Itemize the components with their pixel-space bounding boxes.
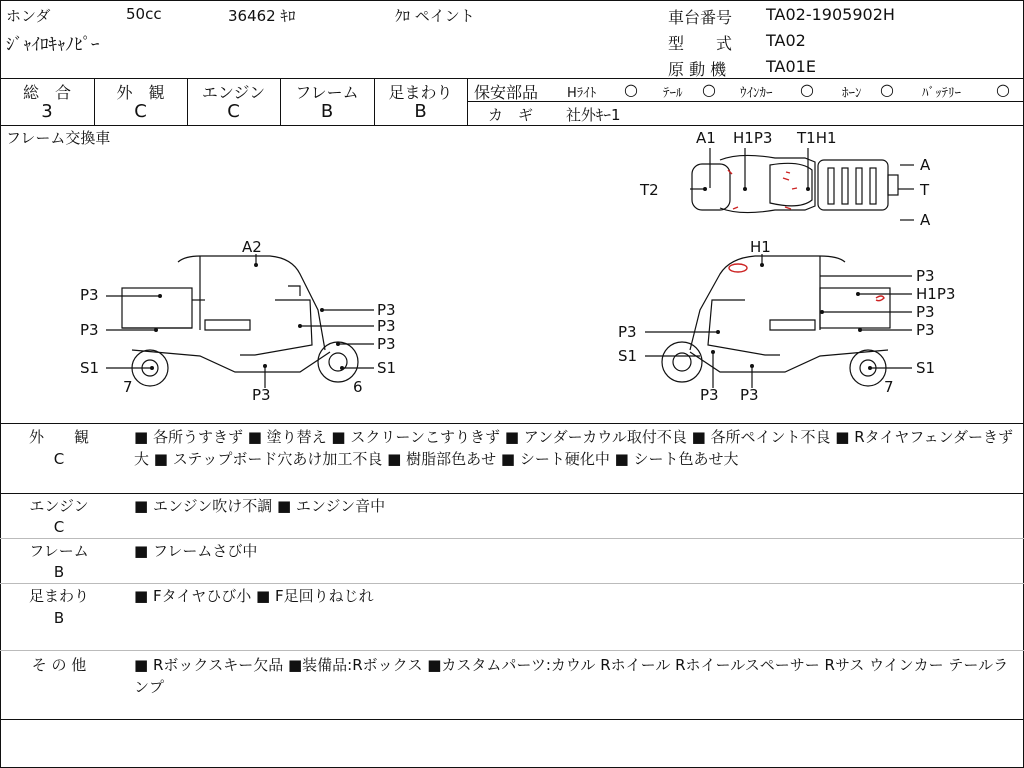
mileage: 36462 ｷﾛ [228, 7, 296, 25]
engine-value: TA01E [766, 57, 816, 76]
safety-item-horn: ﾎｰﾝ [842, 86, 862, 101]
diagram-label: P3 [916, 267, 935, 285]
key-value: 社外ｷｰ1 [566, 106, 621, 124]
divider [467, 78, 468, 125]
left-side-view [106, 254, 374, 388]
exterior-label: 外 観 [116, 83, 165, 102]
top-view [690, 148, 914, 220]
diagram-label: P3 [916, 321, 935, 339]
safety-item-tail: ﾃｰﾙ [663, 86, 683, 101]
section-text: ■ Fタイヤひび小 ■ F足回りねじれ [134, 587, 374, 605]
displacement: 50cc [126, 5, 162, 23]
section-grade: B [53, 563, 65, 581]
diagram-label: P3 [740, 386, 759, 404]
model-name: ｼﾞｬｲﾛｷｬﾉﾋﾟｰ [6, 35, 100, 55]
diagram-label: P3 [80, 321, 99, 339]
diagram-label: P3 [377, 335, 396, 353]
safety-item-battery: ﾊﾞｯﾃﾘｰ [922, 86, 961, 101]
overall-label: 総 合 [22, 83, 71, 102]
chassis-value: TA02-1905902H [766, 5, 895, 24]
divider [0, 650, 1024, 651]
divider [0, 538, 1024, 539]
safety-item-winker: ｳｲﾝｶｰ [740, 86, 773, 101]
type-label: 型 式 [668, 34, 733, 53]
diagram-label: T2 [640, 181, 659, 199]
frame-grade: B [320, 101, 334, 122]
section-text: ■ エンジン吹け不調 ■ エンジン音中 [134, 497, 386, 515]
diagram-label: A [920, 156, 931, 174]
diagram-label: S1 [377, 359, 397, 377]
damage-marks [728, 170, 884, 301]
diagram-label: T1H1 [797, 129, 837, 147]
diagram-label: P3 [252, 386, 271, 404]
suspension-grade: B [414, 101, 427, 122]
exterior-grade: C [134, 101, 147, 122]
ok-mark-icon: ○ [880, 80, 894, 99]
vehicle-diagram [0, 126, 1024, 422]
diagram-label: P3 [377, 317, 396, 335]
ok-mark-icon: ○ [624, 80, 638, 99]
engine-label: 原 動 機 [668, 60, 727, 79]
ok-mark-icon: ○ [996, 80, 1010, 99]
type-value: TA02 [766, 31, 806, 50]
diagram-label: 6 [353, 378, 363, 396]
section-title: エンジン [29, 497, 89, 515]
section-text: ■ Rボックスキー欠品 ■装備品:Rボックス ■カスタムパーツ:カウル Rホイール Rホイールスペーサー Rサス ウインカー テールランプ [134, 656, 1009, 696]
ok-mark-icon: ○ [800, 80, 814, 99]
diagram-label: P3 [916, 303, 935, 321]
divider [0, 583, 1024, 584]
divider [0, 423, 1024, 424]
diagram-label: P3 [700, 386, 719, 404]
ok-mark-icon: ○ [702, 80, 716, 99]
maker: ホンダ [6, 7, 51, 25]
diagram-label: S1 [618, 347, 638, 365]
section-text: ■ 各所うすきず ■ 塗り替え ■ スクリーンこすりきず ■ アンダーカウル取付不良 ■ 各所ペイント不良 ■ Rタイヤフェンダーきず大 ■ ステップボード穴あけ加工不良 ■ 樹脂部色あせ ■ シート硬化中 ■ シート色あせ大 [134, 428, 1014, 468]
diagram-label: H1 [750, 238, 771, 256]
color: ｸﾛ ペイント [395, 7, 475, 25]
diagram-label: P3 [377, 301, 396, 319]
diagram-label: H1P3 [916, 285, 956, 303]
diagram-label: A1 [696, 129, 716, 147]
key-label: カ ギ [488, 106, 534, 124]
overall-grade: 3 [41, 101, 53, 122]
section-title: 足まわり [28, 587, 89, 605]
divider [0, 493, 1024, 494]
engine-label: エンジン [201, 83, 266, 102]
divider [0, 78, 1024, 79]
section-grade: B [53, 609, 65, 627]
marker-dots [150, 187, 872, 370]
diagram-label: A [920, 211, 931, 229]
safety-item-headlight: Hﾗｲﾄ [567, 86, 597, 101]
diagram-label: H1P3 [733, 129, 773, 147]
engine-grade: C [227, 101, 240, 122]
safety-label: 保安部品 [474, 83, 539, 102]
diagram-note: フレーム交換車 [6, 129, 111, 147]
divider [0, 719, 1024, 720]
section-title: そ の 他 [31, 656, 87, 674]
diagram-label: T [920, 181, 930, 199]
diagram-label: P3 [618, 323, 637, 341]
diagram-label: S1 [916, 359, 936, 377]
diagram-label: 7 [123, 378, 133, 396]
section-title: 外 観 [28, 428, 89, 446]
section-title: フレーム [29, 542, 89, 560]
suspension-label: 足まわり [388, 83, 453, 102]
frame-label: フレーム [295, 83, 359, 102]
chassis-label: 車台番号 [668, 8, 733, 27]
diagram-label: S1 [80, 359, 100, 377]
diagram-label: A2 [242, 238, 262, 256]
diagram-label: 7 [884, 378, 894, 396]
section-text: ■ フレームさび中 [134, 542, 258, 560]
section-grade: C [53, 518, 65, 536]
diagram-label: P3 [80, 286, 99, 304]
section-grade: C [53, 450, 65, 468]
divider [467, 101, 1024, 102]
